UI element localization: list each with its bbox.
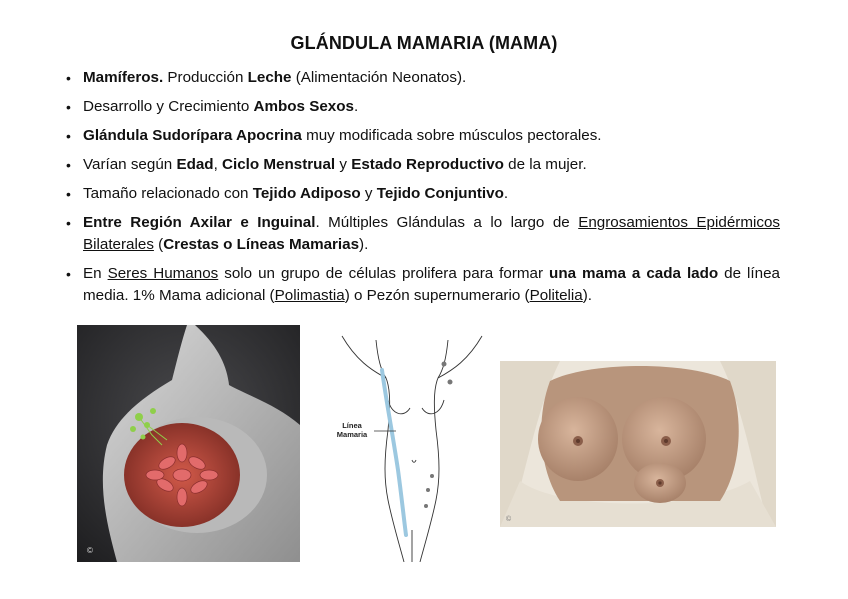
copyright-mark: © [87, 546, 93, 555]
bullet-item [66, 96, 780, 118]
bullet-text: . [353, 98, 359, 115]
bullet-text: Varían según [83, 156, 177, 173]
bullet-text: Entre Región Axilar e Inguinal [83, 214, 316, 231]
bullet-item [66, 154, 780, 176]
bullet-text: ( [153, 236, 164, 253]
bullet-text: Estado Reproductivo [351, 156, 504, 173]
bullet-text: Leche [247, 69, 292, 86]
bullet-text: . [503, 185, 509, 202]
bullet-item [66, 67, 780, 89]
label-line-1: Línea [342, 421, 362, 430]
bullet-item [66, 212, 780, 256]
bullet-text: de la mujer. [503, 156, 587, 173]
mammary-line-diagram [326, 330, 498, 562]
bullet-text: de línea media. 1% Mama adicional ( [83, 265, 780, 304]
bullet-text: Politelia [529, 287, 583, 304]
bullet-item [66, 183, 780, 205]
label-line-2: Mamaria [336, 430, 368, 439]
bullet-text: (Alimentación Neonatos). [291, 69, 467, 86]
bullet-text: Tejido Conjuntivo [376, 185, 504, 202]
bullet-text: En [83, 265, 108, 282]
page-title: GLÁNDULA MAMARIA (MAMA) [290, 33, 558, 53]
bullet-text: Seres Humanos [107, 265, 219, 282]
bullet-list [66, 67, 780, 314]
mammary-line-label [331, 421, 373, 439]
bullet-text: Ciclo Menstrual [222, 156, 336, 173]
bullet-text: Tamaño relacionado con [83, 185, 253, 202]
bullet-item [66, 263, 780, 307]
bullet-text: Polimastia [274, 287, 345, 304]
bullet-item [66, 125, 780, 147]
bullet-text: y [360, 185, 377, 202]
bullet-text: Ambos Sexos [253, 98, 354, 115]
bullet-text: una mama a cada lado [549, 265, 719, 282]
bullet-text: Mamíferos. [83, 69, 164, 86]
bullet-text: ) o Pezón supernumerario ( [344, 287, 530, 304]
bullet-text: Crestas o Líneas Mamarias [163, 236, 360, 253]
bullet-text: ). [359, 236, 369, 253]
bullet-text: Tejido Adiposo [252, 185, 361, 202]
bullet-text: y [335, 156, 352, 173]
polymastia-illustration [500, 361, 776, 527]
bullet-text: solo un grupo de células prolifera para formar [218, 265, 550, 282]
breast-anatomy-illustration [77, 325, 300, 562]
bullet-text: , [213, 156, 223, 173]
bullet-text: Engrosamientos Epidérmicos Bilaterales [83, 214, 780, 253]
bullet-text: Glándula Sudorípara Apocrina [83, 127, 302, 144]
bullet-text: Edad [176, 156, 214, 173]
copyright-mark-2: © [506, 516, 512, 523]
bullet-text: muy modificada sobre músculos pectorales. [301, 127, 602, 144]
bullet-text: Desarrollo y Crecimiento [83, 98, 254, 115]
bullet-text: Producción [163, 69, 248, 86]
bullet-text: ). [582, 287, 593, 304]
bullet-text: . Múltiples Glándulas a lo largo de [315, 214, 579, 231]
